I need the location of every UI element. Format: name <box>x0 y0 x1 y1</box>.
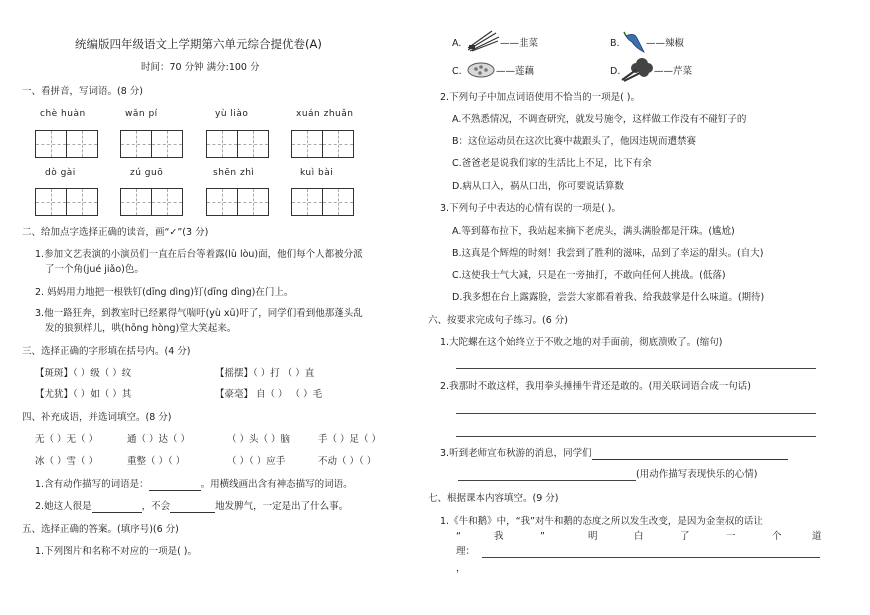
s7-q1-char: ” <box>540 531 545 542</box>
option-a-name: ——韭菜 <box>500 38 539 49</box>
pinyin-4: xuán zhuǎn <box>296 109 354 119</box>
option-c-name: ——莲藕 <box>496 66 535 77</box>
answer-line[interactable] <box>456 413 816 414</box>
s7-q1: 1.《牛和鹅》中，“我”对牛和鹅的态度之所以发生改变，是因为金奎叔的话让 <box>440 516 763 527</box>
s4-q2: 2.她这人很是 ，不会 地发脾气，一定是出了什么事。 <box>35 501 349 512</box>
s2-q3-line1: 3.他一路狂奔，到教室时已经累得气喘吁(yù xū)吁了，同学们看到他那蓬头乱 <box>35 308 363 319</box>
chive-icon <box>466 30 500 52</box>
s5-q2-option-c: C.爸爸老是说我们家的生活比上不足，比下有余 <box>452 158 652 169</box>
s7-q1-char: 了 <box>680 531 690 542</box>
lotus-root-icon <box>466 60 496 80</box>
s5-q3-option-b: B.这真是个辉煌的时刻！我尝到了胜利的滋味，品到了幸运的甜头。(自大) <box>452 248 764 259</box>
s7-q1-reason: 理： <box>456 546 476 557</box>
s7-q1-char: 白 <box>634 531 644 542</box>
answer-line[interactable] <box>456 368 816 369</box>
section-5-heading: 五、选择正确的答案。(填序号)(6 分) <box>22 524 179 535</box>
answer-line[interactable] <box>482 557 820 558</box>
s4-q1: 1.含有动作描写的词语是： 。用横线画出含有神态描写的词语。 <box>35 479 353 490</box>
s5-q3: 3.下列句子中表达的心情有误的一项是( )。 <box>440 203 621 214</box>
s5-q2-option-d: D.病从口入，祸从口出，你可要说话算数 <box>452 181 624 192</box>
idiom-blank: 手（ ）足（ ） <box>318 434 382 445</box>
writing-grid[interactable] <box>120 130 183 158</box>
answer-blank[interactable] <box>592 459 788 460</box>
s5-q1: 1.下列图片和名称不对应的一项是( )。 <box>35 546 197 557</box>
s7-q1-char: 道 <box>812 531 822 542</box>
writing-grid[interactable] <box>291 188 354 216</box>
writing-grid[interactable] <box>35 188 98 216</box>
celery-icon <box>620 56 654 82</box>
s7-q1-char: 个 <box>772 531 782 542</box>
writing-grid[interactable] <box>291 130 354 158</box>
idiom-blank: 通（ ）达（ ） <box>127 434 191 445</box>
section-2-heading: 二、给加点字选择正确的读音，画“✓”(3 分) <box>22 227 209 238</box>
answer-blank[interactable] <box>170 512 215 513</box>
answer-blank[interactable] <box>149 490 201 491</box>
option-a-label: A. <box>452 38 462 49</box>
section-3-heading: 三、选择正确的字形填在括号内。(4 分) <box>22 346 191 357</box>
s5-q2-option-b: B：这位运动员在这次比赛中裁跟头了，他因违规而遭禁赛 <box>452 136 697 147</box>
s5-q3-option-c: C.这使我士气大减，只是在一旁抽打，不敢向任何人挑战。(低落) <box>452 270 726 281</box>
s7-q1-char: “ <box>456 531 461 542</box>
idiom-blank: （ ）头（ ）脑 <box>227 434 291 445</box>
s5-q2: 2.下列句子中加点词语使用不恰当的一项是( )。 <box>440 92 640 103</box>
s7-q1-char: 我 <box>494 531 504 542</box>
idiom-blank: 重整（ ）（ ） <box>127 456 186 467</box>
s6-q2: 2.我那时不敢这样，我用拳头捶捶牛背还是敢的。(用关联词语合成一句话) <box>440 381 751 392</box>
section-4-heading: 四、补充成语，并选词填空。(8 分) <box>22 412 172 423</box>
s5-q3-option-d: D.我多想在台上露露脸，尝尝大家都看着我、给我鼓掌是什么味道。(期待) <box>452 292 765 303</box>
s6-q3: 3.听到老师宣布秋游的消息，同学们 <box>440 448 788 460</box>
idiom-blank: （ ）（ ）应手 <box>227 456 286 467</box>
idiom-blank: 冰（ ）雪（ ） <box>35 456 99 467</box>
option-b-label: B. <box>610 38 620 49</box>
page-title: 统编版四年级语文上学期第六单元综合提优卷(A) <box>75 37 322 51</box>
s2-q3-line2: 发的狼狈样儿，哄(hōng hòng)堂大笑起来。 <box>45 323 237 334</box>
pinyin-2: wǎn pí <box>125 109 158 119</box>
pinyin-3: yù liào <box>215 109 249 119</box>
chili-icon <box>622 30 648 54</box>
pinyin-8: kuì bài <box>300 168 334 178</box>
option-c-label: C. <box>452 66 462 77</box>
idiom-blank: 无（ ）无（ ） <box>35 434 99 445</box>
option-b-name: ——辣椒 <box>646 38 685 49</box>
exam-info: 时间：70 分钟 满分:100 分 <box>141 62 260 73</box>
option-d-label: D. <box>610 66 621 77</box>
s5-q2-option-a: A.不熟悉情况，不调查研究，就发号施令，这样做工作没有不碰钉子的 <box>452 114 747 125</box>
writing-grid[interactable] <box>206 188 269 216</box>
section-7-heading: 七、根据课本内容填空。(9 分) <box>428 493 559 504</box>
option-d-name: ——芹菜 <box>654 66 693 77</box>
s7-q1-char: 明 <box>588 531 598 542</box>
writing-grid[interactable] <box>35 130 98 158</box>
section-6-heading: 六、按要求完成句子练习。(6 分) <box>428 315 568 326</box>
s3-row1-b: 【摇摆】（ ）打 （ ）直 <box>215 368 315 379</box>
s7-q1-comma: ， <box>456 563 466 574</box>
section-1-heading: 一、看拼音，写词语。(8 分) <box>22 86 143 97</box>
s2-q1-line2: 了一个角(jué jiǎo)色。 <box>45 264 144 275</box>
s2-q2: 2. 妈妈用力地把一根铁钉(dīng dìng)钉(dīng dìng)在门上。 <box>35 287 294 298</box>
pinyin-1: chè huàn <box>40 109 86 119</box>
s6-q3-requirement: (用动作描写表现快乐的心情) <box>636 469 758 480</box>
s3-row2-a: 【尤犹】（ ）如（ ）其 <box>35 389 132 400</box>
answer-line[interactable] <box>458 480 636 481</box>
pinyin-7: shēn zhì <box>213 168 255 178</box>
idiom-blank: 不动（ ）（ ） <box>318 456 377 467</box>
writing-grid[interactable] <box>120 188 183 216</box>
s7-q1-char: 一 <box>726 531 736 542</box>
pinyin-6: zú guō <box>130 168 164 178</box>
s2-q1-line1: 1.参加文艺表演的小演员们一直在后台等着露(lù lòu)面，他们每个人都被分派 <box>35 249 363 260</box>
s6-q1: 1.大陀螺在这个始终立于不败之地的对手面前，彻底溃败了。(缩句) <box>440 337 723 348</box>
answer-line[interactable] <box>456 436 816 437</box>
writing-grid[interactable] <box>206 130 269 158</box>
s5-q3-option-a: A.等到幕布拉下，我站起来摘下老虎头，满头满脸都是汗珠。(尴尬) <box>452 226 735 237</box>
pinyin-5: dò gài <box>45 168 76 178</box>
s3-row1-a: 【斑斑】（ ）级（ ）纹 <box>35 368 132 379</box>
answer-blank[interactable] <box>92 512 142 513</box>
s3-row2-b: 【豪毫】 自（ ） （ ）毛 <box>215 389 323 400</box>
